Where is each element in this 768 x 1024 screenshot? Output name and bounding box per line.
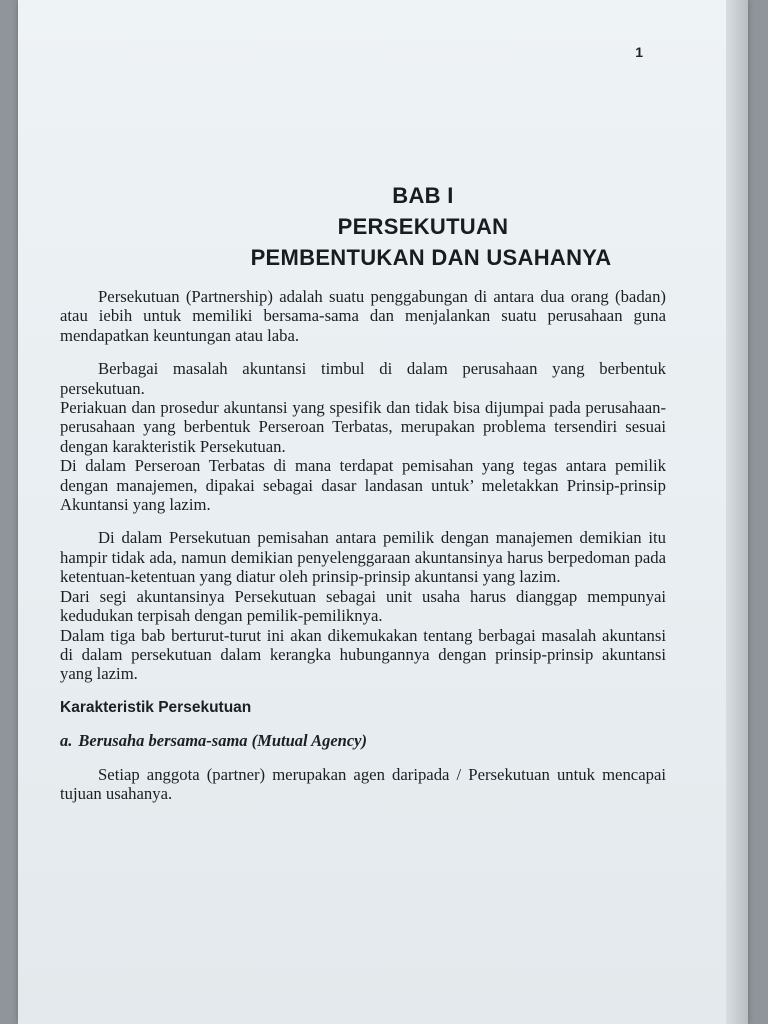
body-text	[60, 287, 666, 803]
book-page	[18, 0, 748, 1024]
paragraph-agent: Setiap anggota (partner) merupakan agen daripada / Persekutuan untuk mencapai tujuan usahanya.	[60, 764, 666, 803]
chapter-title: PERSEKUTUAN	[337, 214, 509, 239]
paragraph-pt: Di dalam Perseroan Terbatas di mana terdapat pemisahan yang tegas antara pemilik dengan manajemen, dipakai sebagai dasar landasan untuk’ meletakkan Prinsip-prinsip Akuntansi yang lazim.	[60, 456, 666, 515]
subsection-label: a.	[60, 731, 73, 751]
paragraph-chapters: Dalam tiga bab berturut-turut ini akan dikemukakan tentang berbagai masalah akuntansi di dalam persekutuan dalam kerangka hubungannya dengan prinsip-prinsip akuntansi yang lazim.	[60, 625, 666, 684]
paragraph-unit: Dari segi akuntansinya Persekutuan sebagai unit usaha harus dianggap mempunyai kedudukan terpisah dengan pemilik-pemiliknya.	[60, 586, 666, 626]
page-number: 1	[635, 44, 643, 60]
paragraph-definition: Persekutuan (Partnership) adalah suatu penggabungan di antara dua orang (badan) atau iebih untuk memiliki bersama-sama dan menjalankan suatu perusahaan guna mendapatkan keuntungan atau laba.	[60, 287, 666, 345]
chapter-number: BAB I	[392, 183, 454, 208]
paragraph-problems: Berbagai masalah akuntansi timbul di dalam perusahaan yang berbentuk persekutuan.	[60, 359, 666, 398]
subsection-heading	[60, 731, 666, 750]
section-title: Karakteristik Persekutuan	[60, 698, 252, 716]
page-edge	[726, 0, 748, 1024]
subsection-title: Berusaha bersama-sama (Mutual Agency)	[78, 731, 367, 751]
paragraph-separation: Di dalam Persekutuan pemisahan antara pemilik dengan manajemen demikian itu hampir tidak ada, namun demikian penyelenggaraan akuntansinya harus berpedoman pada ketentuan-ketentuan yang diatur oleh prinsip-prinsip akuntansi yang lazim.	[60, 528, 666, 587]
paragraph-treatment: Periakuan dan prosedur akuntansi yang spesifik dan tidak bisa dijumpai pada perusahaan-perusahaan yang berbentuk Perseroan Terbatas, merupakan problema tersendiri sesuai dengan karakteristik Persekutuan.	[60, 398, 666, 456]
chapter-heading	[18, 180, 748, 273]
chapter-subtitle: PEMBENTUKAN DAN USAHANYA	[250, 245, 612, 270]
